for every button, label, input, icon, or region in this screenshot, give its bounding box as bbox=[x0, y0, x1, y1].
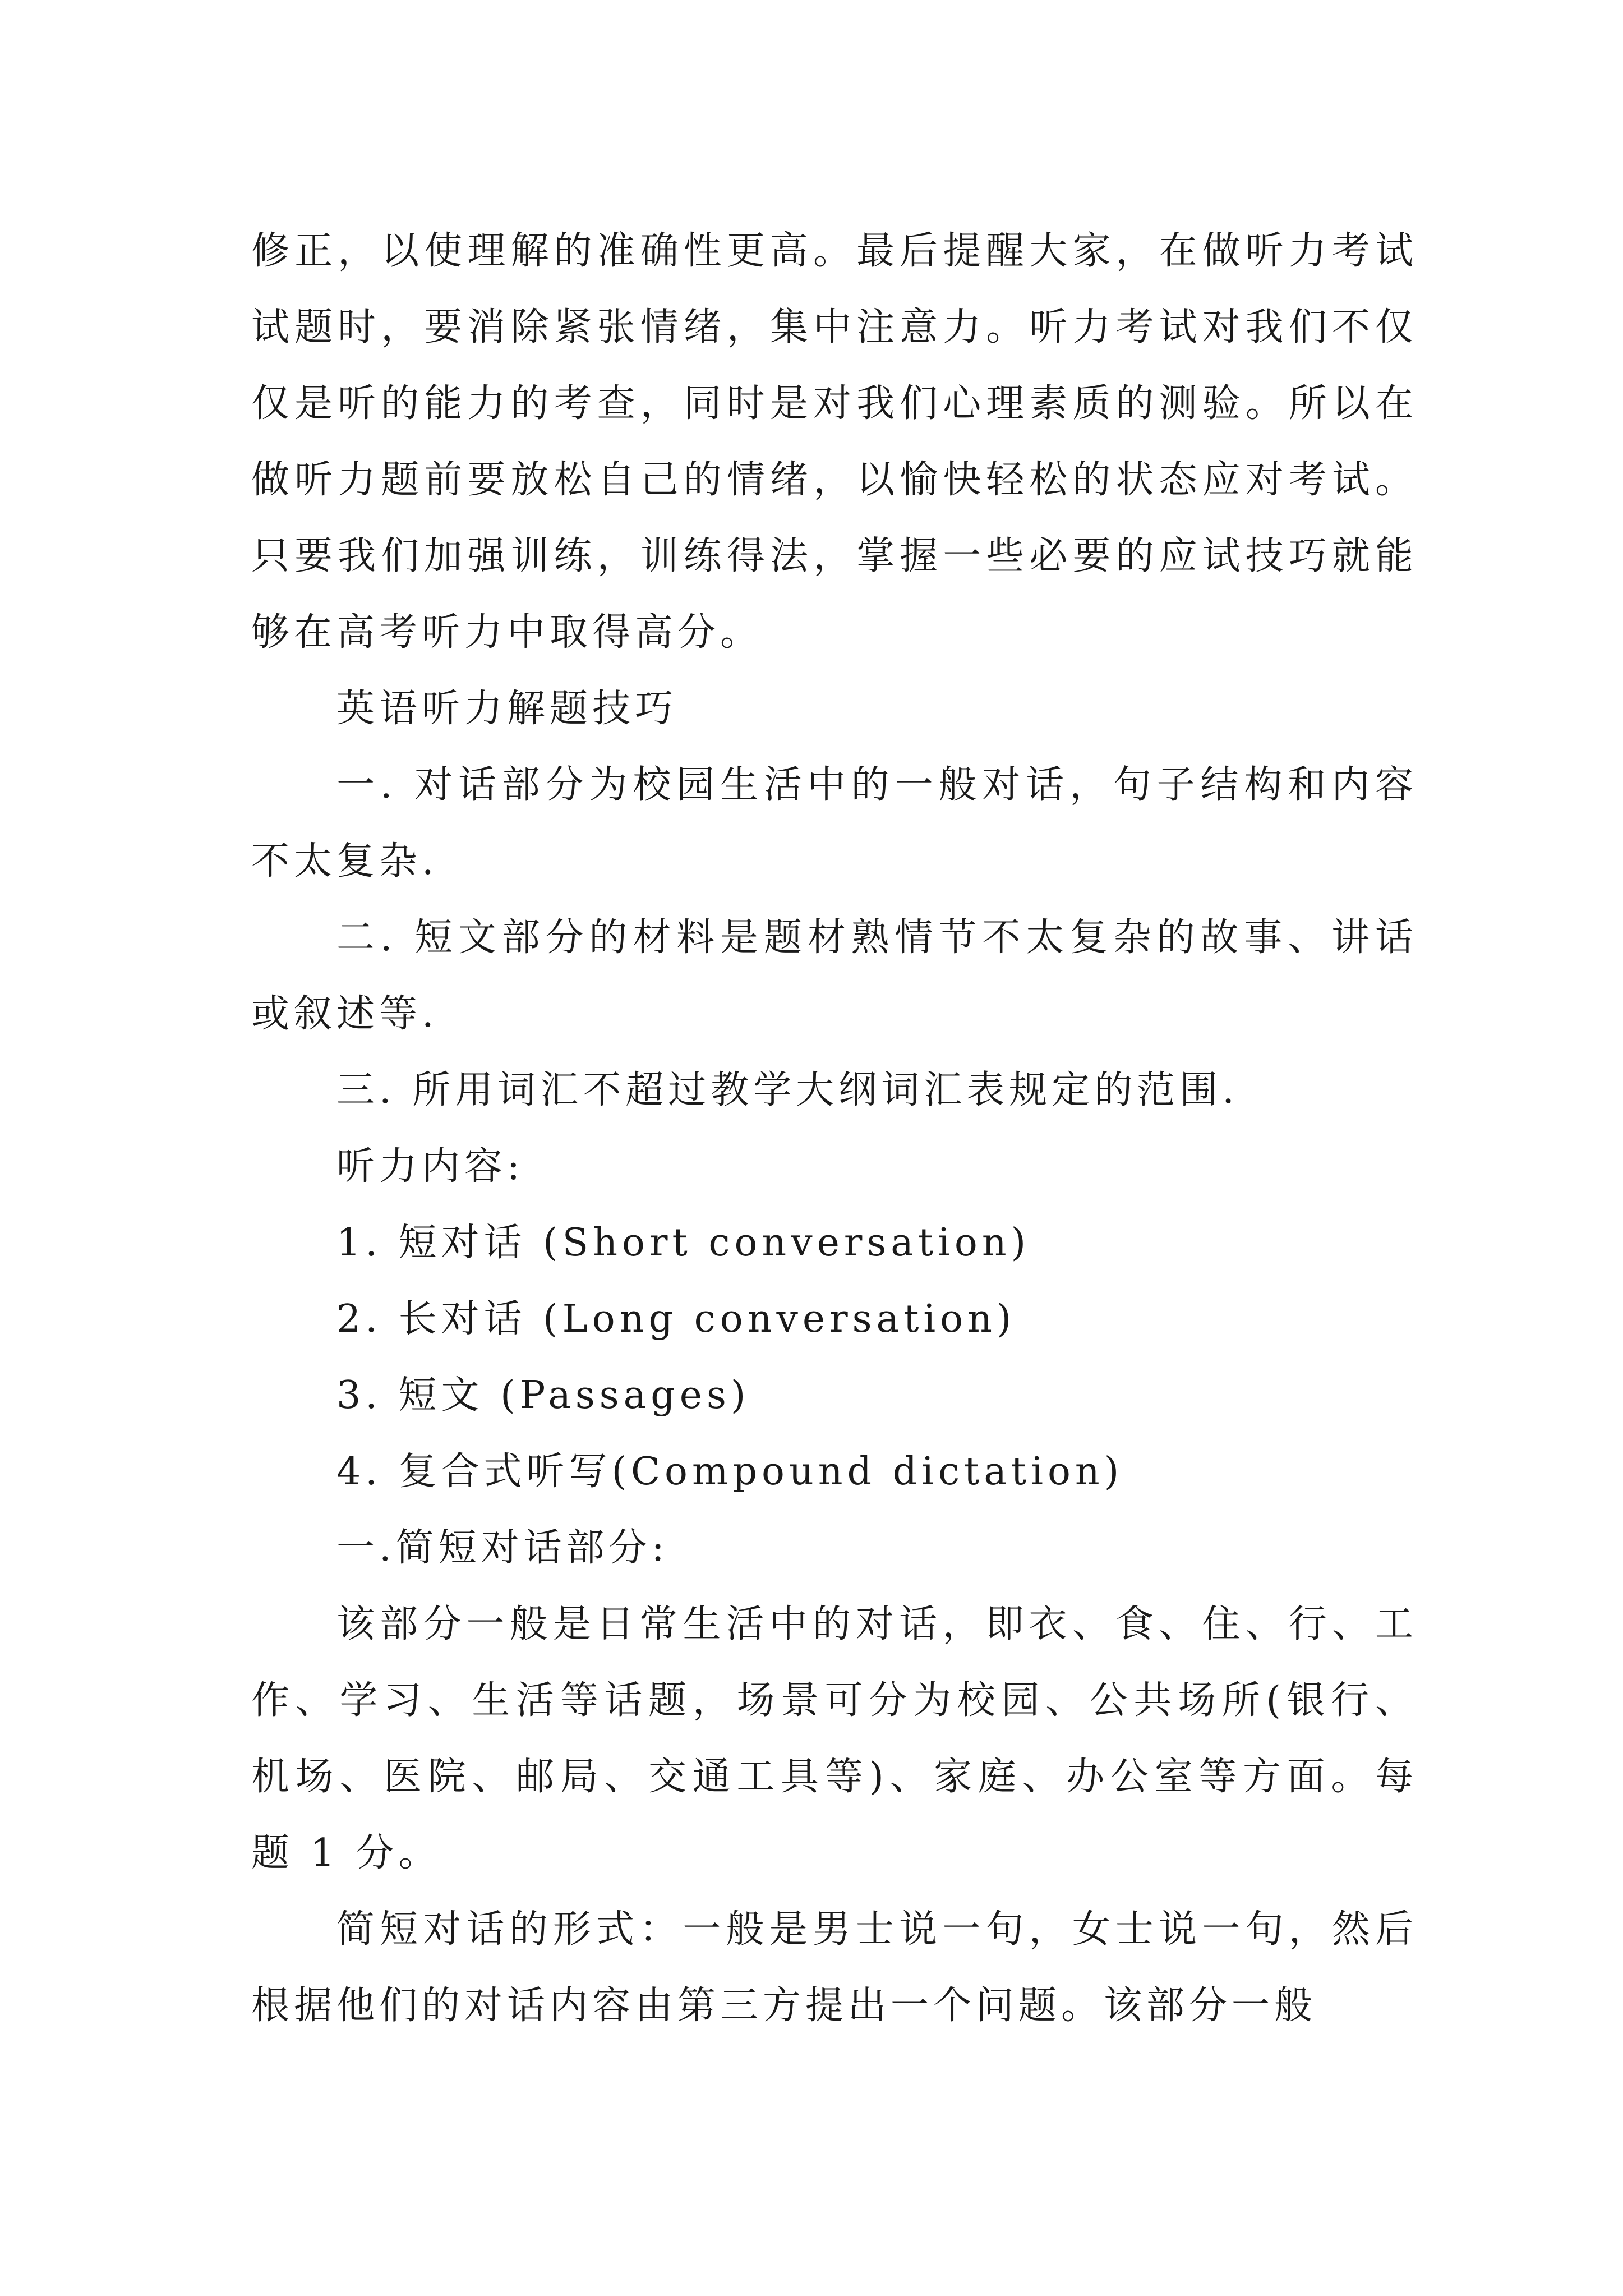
document-body bbox=[251, 213, 1418, 2044]
paragraph-point-3: 三. 所用词汇不超过教学大纲词汇表规定的范围. bbox=[336, 1068, 1239, 1112]
paragraph-intro-continuation: 修正，以使理解的准确性更高。最后提醒大家，在做听力考试试题时，要消除紧张情绪，集中注意力。听力考试对我们不仅仅是听的能力的考查，同时是对我们心理素质的测验。所以在做听力题前要放松自己的情绪，以愉快轻松的状态应对考试。只要我们加强训练，训练得法，掌握一些必要的应试技巧就能够在高考听力中取得高分。 bbox=[251, 229, 1418, 655]
paragraph-short-dialogue-topics: 该部分一般是日常生活中的对话，即衣、食、住、行、工作、学习、生活等话题，场景可分为校园、公共场所(银行、机场、医院、邮局、交通工具等)、家庭、办公室等方面。每题 1 分。 bbox=[251, 1602, 1418, 1875]
list-item-passages: 3. 短文 (Passages) bbox=[336, 1373, 750, 1418]
subsection-heading-short-dialogue: 一.简短对话部分: bbox=[336, 1526, 669, 1570]
paragraph-point-2: 二. 短文部分的材料是题材熟情节不太复杂的故事、讲话或叙述等. bbox=[251, 915, 1418, 1036]
list-item-long-conversation: 2. 长对话 (Long conversation) bbox=[336, 1297, 1016, 1341]
paragraph-short-dialogue-format: 简短对话的形式：一般是男士说一句，女士说一句，然后根据他们的对话内容由第三方提出一个问题。该部分一般 bbox=[251, 1907, 1418, 2028]
section-heading: 英语听力解题技巧 bbox=[336, 687, 678, 731]
list-item-short-conversation: 1. 短对话 (Short conversation) bbox=[336, 1221, 1031, 1265]
listening-content-label: 听力内容: bbox=[336, 1144, 524, 1189]
paragraph-point-1: 一. 对话部分为校园生活中的一般对话，句子结构和内容不太复杂. bbox=[251, 763, 1418, 884]
list-item-compound-dictation: 4. 复合式听写(Compound dictation) bbox=[336, 1450, 1124, 1494]
